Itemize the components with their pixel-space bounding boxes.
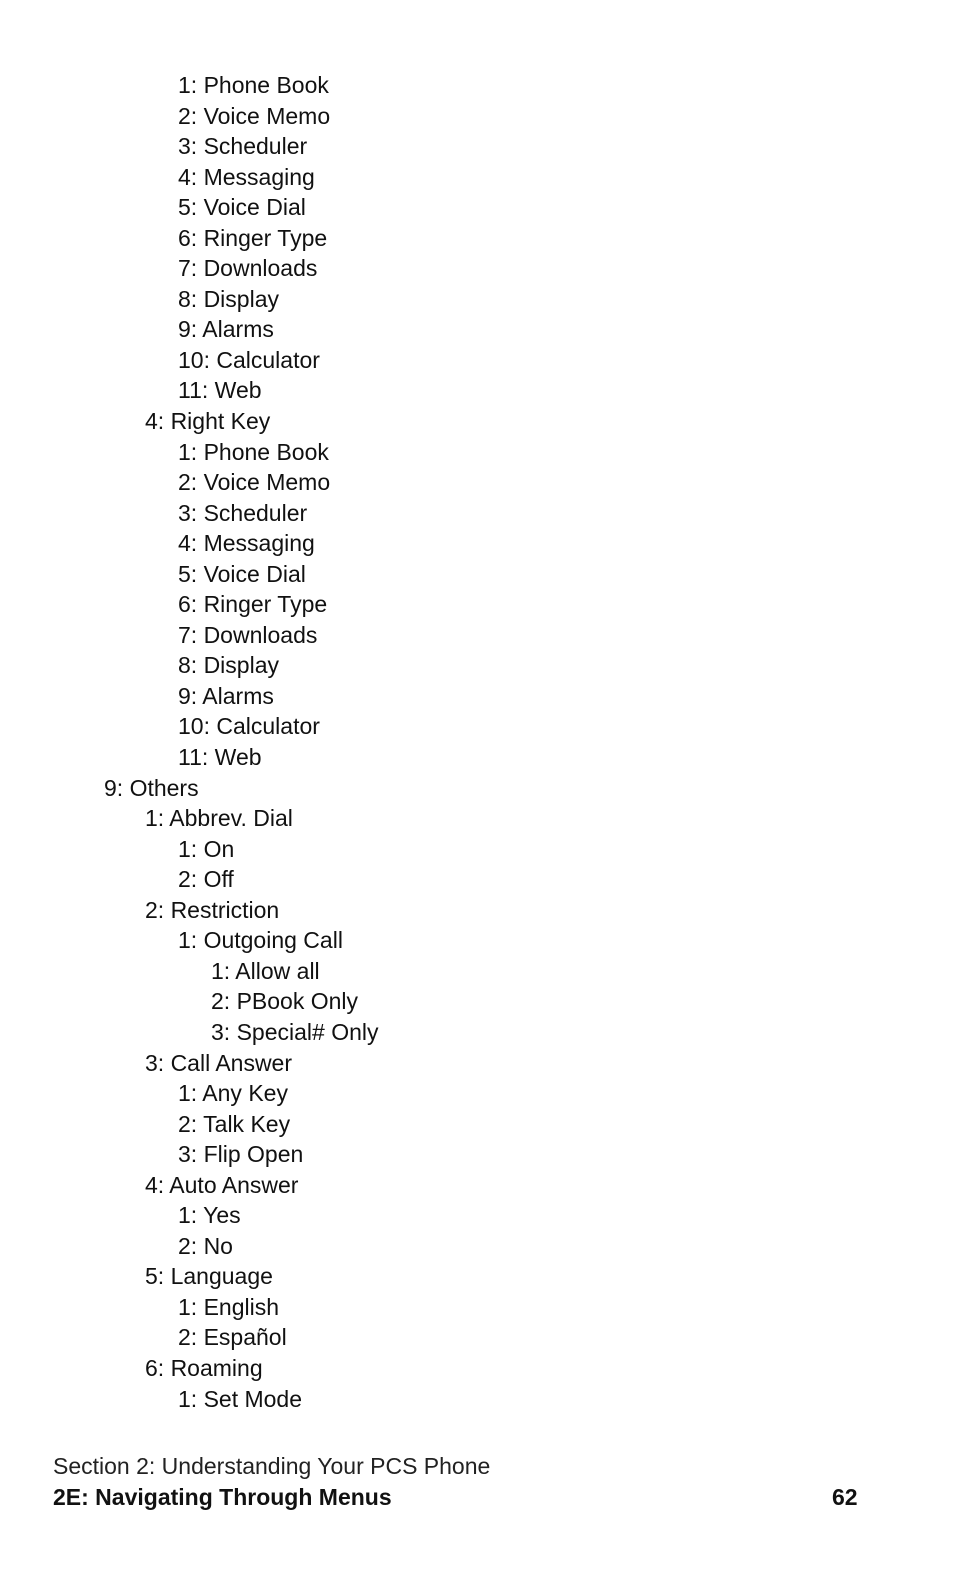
menu-item-label: 6: Ringer Type <box>178 224 328 251</box>
footer-section-title: Section 2: Understanding Your PCS Phone <box>53 1453 491 1479</box>
menu-item-label: 1: Phone Book <box>178 438 329 465</box>
menu-item <box>0 406 954 437</box>
menu-item <box>0 314 954 345</box>
menu-item <box>0 1017 954 1048</box>
menu-item-label: 2: Voice Memo <box>178 469 331 496</box>
menu-item-label: 2: PBook Only <box>211 988 359 1015</box>
menu-item-label: 4: Right Key <box>145 408 271 435</box>
menu-item-label: 4: Messaging <box>178 530 315 557</box>
menu-item <box>0 864 954 895</box>
menu-item-label: 2: No <box>178 1232 233 1259</box>
menu-item-label: 3: Scheduler <box>178 499 308 526</box>
menu-item <box>0 162 954 193</box>
menu-item <box>0 1322 954 1353</box>
menu-item-label: 8: Display <box>178 285 279 312</box>
menu-item-label: 9: Alarms <box>178 316 274 343</box>
menu-item-label: 5: Voice Dial <box>178 194 306 221</box>
menu-item-label: 10: Calculator <box>178 346 320 373</box>
menu-item <box>0 895 954 926</box>
menu-item-label: 7: Downloads <box>178 621 318 648</box>
menu-item <box>0 192 954 223</box>
menu-item <box>0 1200 954 1231</box>
menu-item-label: 4: Messaging <box>178 163 315 190</box>
menu-item <box>0 253 954 284</box>
menu-item-label: 11: Web <box>178 377 262 404</box>
menu-item <box>0 1292 954 1323</box>
menu-item <box>0 620 954 651</box>
menu-item-label: 3: Special# Only <box>211 1018 379 1045</box>
menu-item <box>0 375 954 406</box>
menu-item <box>0 131 954 162</box>
menu-item-label: 6: Roaming <box>145 1354 263 1381</box>
menu-item-label: 1: Outgoing Call <box>178 927 343 954</box>
menu-item <box>0 681 954 712</box>
menu-item <box>0 1231 954 1262</box>
menu-item <box>0 650 954 681</box>
menu-item <box>0 345 954 376</box>
menu-item-label: 1: Yes <box>178 1202 241 1229</box>
menu-item <box>0 1139 954 1170</box>
menu-item <box>0 742 954 773</box>
menu-item <box>0 1170 954 1201</box>
menu-item <box>0 1078 954 1109</box>
menu-item-label: 3: Call Answer <box>145 1049 293 1076</box>
menu-item <box>0 528 954 559</box>
menu-item <box>0 467 954 498</box>
menu-item <box>0 589 954 620</box>
menu-item-label: 5: Voice Dial <box>178 560 306 587</box>
menu-item-label: 2: Voice Memo <box>178 102 331 129</box>
menu-tree <box>0 70 954 1414</box>
menu-item <box>0 834 954 865</box>
menu-item-label: 8: Display <box>178 652 279 679</box>
menu-item-label: 3: Scheduler <box>178 133 308 160</box>
menu-item-label: 1: Set Mode <box>178 1385 303 1412</box>
menu-item-label: 2: Talk Key <box>178 1110 291 1137</box>
menu-item <box>0 986 954 1017</box>
menu-item <box>0 1261 954 1292</box>
menu-item-label: 2: Off <box>178 866 234 893</box>
menu-item <box>0 1384 954 1415</box>
menu-item <box>0 101 954 132</box>
menu-item-label: 1: Allow all <box>211 957 320 984</box>
menu-item <box>0 223 954 254</box>
menu-item <box>0 70 954 101</box>
menu-item <box>0 1048 954 1079</box>
menu-item <box>0 711 954 742</box>
menu-item-label: 6: Ringer Type <box>178 591 328 618</box>
menu-item-label: 3: Flip Open <box>178 1141 304 1168</box>
menu-item-label: 1: English <box>178 1293 280 1320</box>
menu-item-label: 1: Phone Book <box>178 72 329 98</box>
menu-item-label: 1: Any Key <box>178 1080 288 1107</box>
menu-item <box>0 559 954 590</box>
menu-item <box>0 803 954 834</box>
menu-item-label: 4: Auto Answer <box>145 1171 299 1198</box>
menu-item-label: 9: Alarms <box>178 682 274 709</box>
menu-item-label: 11: Web <box>178 744 262 771</box>
menu-item <box>0 956 954 987</box>
footer-chapter-title: 2E: Navigating Through Menus <box>53 1484 392 1510</box>
page-number: 62 <box>832 1484 858 1510</box>
menu-item <box>0 1353 954 1384</box>
menu-item-label: 7: Downloads <box>178 255 318 282</box>
menu-item <box>0 498 954 529</box>
menu-item <box>0 284 954 315</box>
menu-item-label: 2: Restriction <box>145 896 280 923</box>
menu-item-label: 5: Language <box>145 1263 273 1290</box>
menu-item <box>0 925 954 956</box>
menu-item <box>0 1109 954 1140</box>
menu-item-label: 1: On <box>178 835 235 862</box>
menu-item-label: 10: Calculator <box>178 713 320 740</box>
menu-item <box>0 773 954 804</box>
menu-item-label: 9: Others <box>104 774 199 801</box>
menu-item <box>0 437 954 468</box>
menu-item-label: 1: Abbrev. Dial <box>145 805 293 832</box>
menu-item-label: 2: Español <box>178 1324 287 1351</box>
